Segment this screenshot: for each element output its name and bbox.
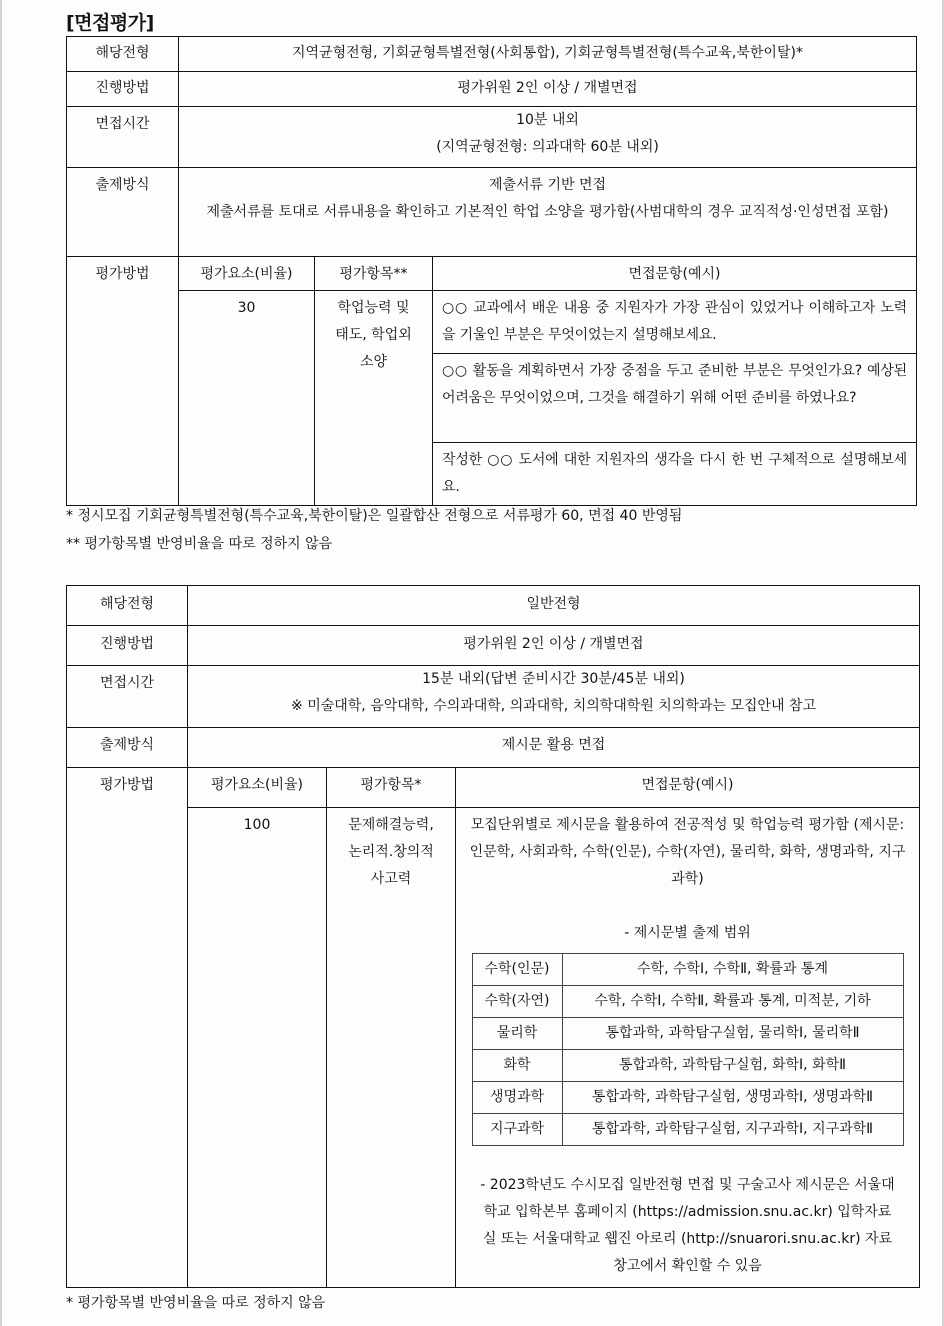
row-eval-body: [67, 808, 920, 1288]
questions-cell: [456, 808, 920, 1288]
reference-note: - 2023학년도 수시모집 일반전형 면접 및 구술고사 제시문은 서울대학교 입학본부 홈페이지 (https://admission.snu.ac.kr) 입학자료실 또는 서울대학교 웹진 아로리 (http://snuarori.snu.ac.kr) 자료창고에서 확인할 수 있음: [480, 1177, 895, 1274]
range-row: [472, 954, 903, 986]
label-method: 진행방법: [67, 72, 179, 107]
row-eval-header: [67, 768, 920, 808]
question-intro: 모집단위별로 제시문을 활용하여 전공적성 및 학업능력 평가함 (제시문: 인문학, 사회과학, 수학(인문), 수학(자연), 물리학, 화학, 생명과학, 지구과학): [469, 817, 906, 887]
label-type: 해당전형: [67, 37, 179, 72]
range-subject: 수학(인문): [472, 954, 562, 986]
interview-table-2: [66, 585, 920, 1288]
row-question-1: [67, 291, 917, 354]
question-1: ○○ 교과에서 배운 내용 중 지원자가 가장 관심이 있었거나 이해하고자 노력을 기울인 부분은 무엇이었는지 설명해보세요.: [433, 291, 917, 354]
interview-table-1: [66, 36, 917, 506]
time-sub: (지역균형전형: 의과대학 60분 내외): [436, 139, 659, 155]
range-subject: 수학(자연): [472, 986, 562, 1018]
label-eval: 평가방법: [67, 257, 179, 506]
range-scope: 통합과학, 과학탐구실험, 물리학Ⅰ, 물리학Ⅱ: [562, 1018, 903, 1050]
header-items: 평가항목**: [315, 257, 433, 291]
format-desc: 제출서류를 토대로 서류내용을 확인하고 기본적인 학업 소양을 평가함(사범대학의 경우 교직적성·인성면접 포함): [206, 204, 889, 220]
value-format: 제시문 활용 면접: [188, 728, 920, 768]
range-subject: 물리학: [472, 1018, 562, 1050]
label-format: 출제방식: [67, 728, 188, 768]
row-type: [67, 586, 920, 626]
row-format: [67, 728, 920, 768]
question-2: ○○ 활동을 계획하면서 가장 중점을 두고 준비한 부분은 무엇인가요? 예상된 어려움은 무엇이었으며, 그것을 해결하기 위해 어떤 준비를 하였나요?: [433, 354, 917, 443]
footnote-3: * 평가항목별 반영비율을 따로 정하지 않음: [66, 1295, 326, 1311]
footnote-1: * 정시모집 기회균형특별전형(특수교육,북한이탈)은 일괄합산 전형으로 서류평가 60, 면접 40 반영됨: [66, 508, 683, 524]
value-type: 지역균형전형, 기회균형특별전형(사회통합), 기회균형특별전형(특수교육,북한이탈)*: [179, 37, 917, 72]
range-scope: 수학, 수학Ⅰ, 수학Ⅱ, 확률과 통계, 미적분, 기하: [562, 986, 903, 1018]
range-scope: 통합과학, 과학탐구실험, 지구과학Ⅰ, 지구과학Ⅱ: [562, 1114, 903, 1146]
row-format: [67, 168, 917, 257]
range-row: [472, 1082, 903, 1114]
row-eval-header: [67, 257, 917, 291]
range-subject: 화학: [472, 1050, 562, 1082]
range-subject: 지구과학: [472, 1114, 562, 1146]
range-subject: 생명과학: [472, 1082, 562, 1114]
range-row: [472, 1050, 903, 1082]
header-ratio: 평가요소(비율): [188, 768, 327, 808]
range-row: [472, 986, 903, 1018]
label-format: 출제방식: [67, 168, 179, 257]
items-value: 문제해결능력, 논리적.창의적 사고력: [327, 808, 456, 1288]
value-time: [188, 666, 920, 728]
range-scope: 통합과학, 과학탐구실험, 생명과학Ⅰ, 생명과학Ⅱ: [562, 1082, 903, 1114]
label-time: 면접시간: [67, 107, 179, 168]
value-time: [179, 107, 917, 168]
value-method: 평가위원 2인 이상 / 개별면접: [179, 72, 917, 107]
range-title: - 제시문별 출제 범위: [624, 925, 751, 941]
value-format: [179, 168, 917, 257]
range-scope: 통합과학, 과학탐구실험, 화학Ⅰ, 화학Ⅱ: [562, 1050, 903, 1082]
row-method: [67, 72, 917, 107]
items-value: 학업능력 및 태도, 학업외 소양: [315, 291, 433, 506]
label-type: 해당전형: [67, 586, 188, 626]
footnote-2: ** 평가항목별 반영비율을 따로 정하지 않음: [66, 536, 333, 552]
ratio-value: 100: [188, 808, 327, 1288]
range-table: [472, 953, 904, 1146]
header-questions: 면접문항(예시): [456, 768, 920, 808]
header-items: 평가항목*: [327, 768, 456, 808]
time-main: 15분 내외(답변 준비시간 30분/45분 내외): [422, 671, 685, 687]
section-title: [면접평가]: [66, 12, 154, 34]
row-type: [67, 37, 917, 72]
time-main: 10분 내외: [516, 112, 579, 128]
ratio-value: 30: [179, 291, 315, 506]
row-method: [67, 626, 920, 666]
row-time: [67, 107, 917, 168]
format-main: 제출서류 기반 면접: [488, 177, 607, 193]
label-method: 진행방법: [67, 626, 188, 666]
question-3: 작성한 ○○ 도서에 대한 지원자의 생각을 다시 한 번 구체적으로 설명해보세요.: [433, 443, 917, 506]
label-time: 면접시간: [67, 666, 188, 728]
row-time: [67, 666, 920, 728]
range-row: [472, 1018, 903, 1050]
label-eval: 평가방법: [67, 768, 188, 1288]
range-row: [472, 1114, 903, 1146]
header-ratio: 평가요소(비율): [179, 257, 315, 291]
value-type: 일반전형: [188, 586, 920, 626]
time-note: ※ 미술대학, 음악대학, 수의과대학, 의과대학, 치의학대학원 치의학과는 모집안내 참고: [291, 698, 816, 714]
header-questions: 면접문항(예시): [433, 257, 917, 291]
value-method: 평가위원 2인 이상 / 개별면접: [188, 626, 920, 666]
range-scope: 수학, 수학Ⅰ, 수학Ⅱ, 확률과 통계: [562, 954, 903, 986]
